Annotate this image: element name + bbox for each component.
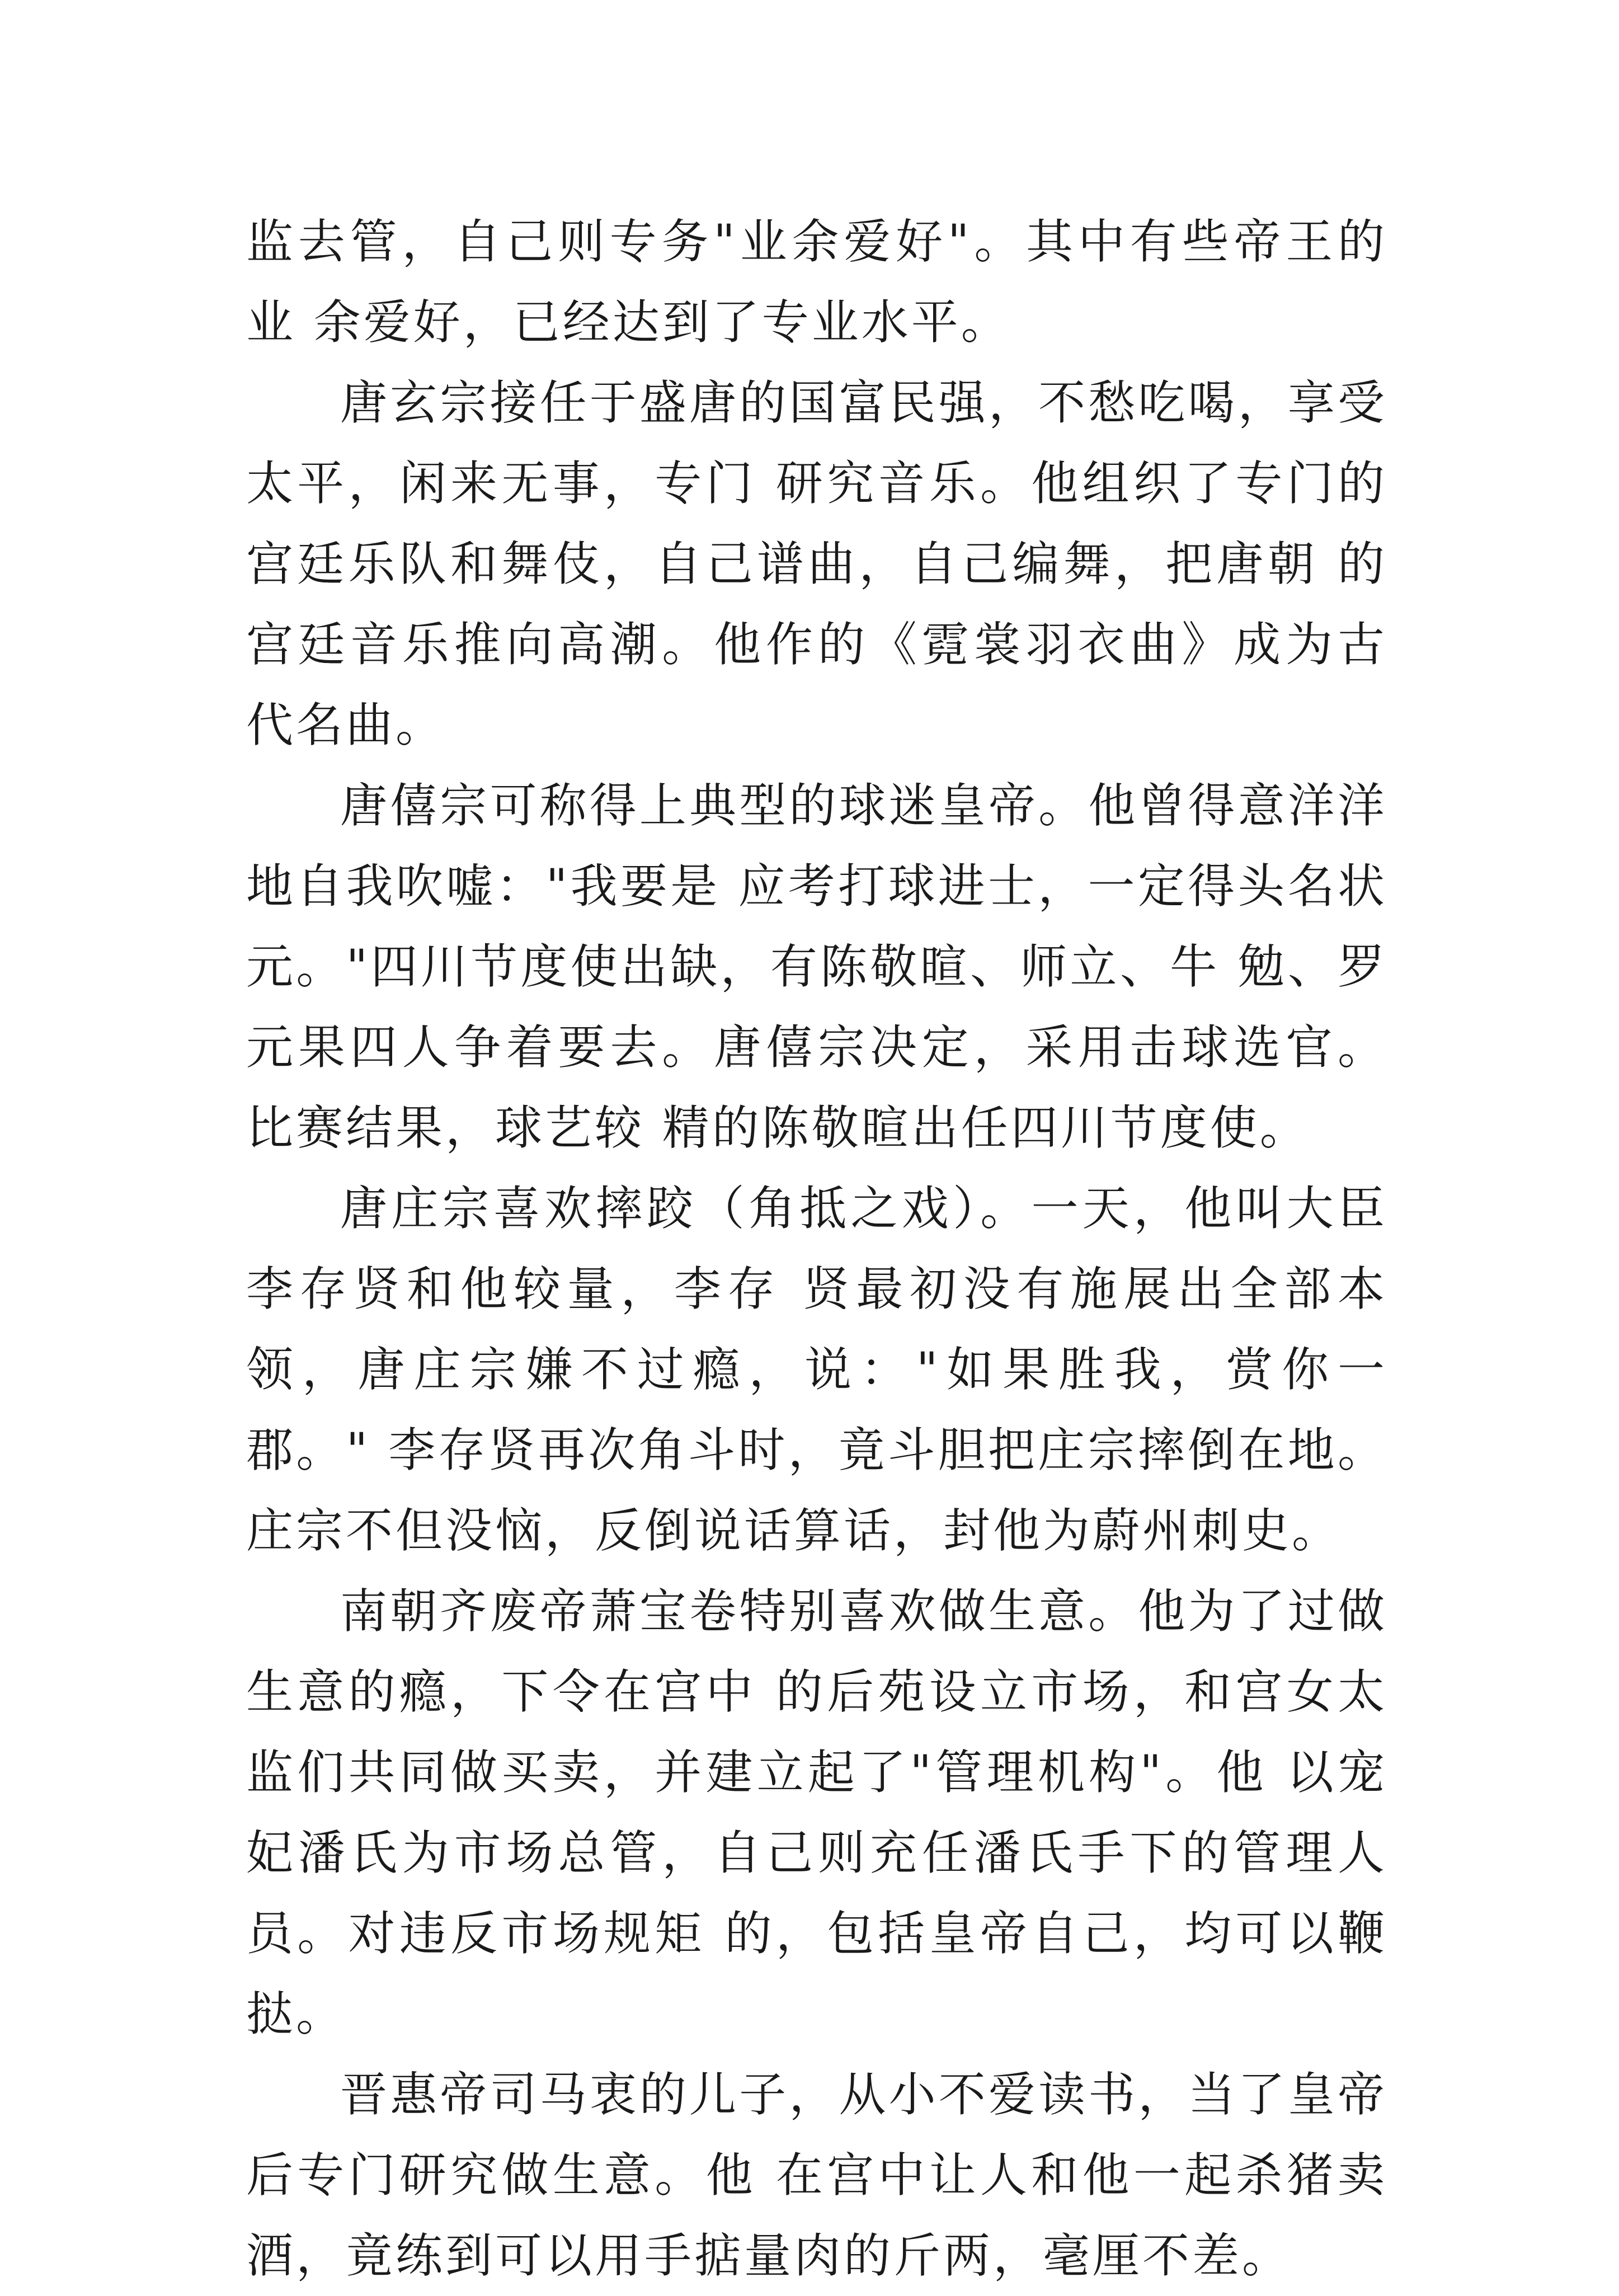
paragraph-2: 唐玄宗接任于盛唐的国富民强，不愁吃喝，享受太平，闲来无事，专门 研究音乐。他组织了专门的宫廷乐队和舞伎，自己谱曲，自己编舞，把唐朝 的宫廷音乐推向高潮。他作的《霓裳羽衣曲》成为古代名曲。 — [246, 375, 1387, 752]
paragraph-5: 南朝齐废帝萧宝卷特别喜欢做生意。他为了过做生意的瘾，下令在宫中 的后苑设立市场，和宫女太监们共同做买卖，并建立起了"管理机构"。他 以宠妃潘氏为市场总管，自己则充任潘氏手下的管理人员。对违反市场规矩 的，包括皇帝自己，均可以鞭挞。 — [246, 1584, 1387, 2041]
paragraph-1: 监去管，自己则专务"业余爱好"。其中有些帝王的业 余爱好，已经达到了专业水平。 — [246, 214, 1387, 350]
paragraph-4: 唐庄宗喜欢摔跤（角抵之戏）。一天，他叫大臣李存贤和他较量，李存 贤最初没有施展出全部本领，唐庄宗嫌不过瘾，说："如果胜我，赏你一郡。" 李存贤再次角斗时，竟斗胆把庄宗摔倒在地。庄宗不但没恼，反倒说话算话，封他为蔚州刺史。 — [246, 1181, 1387, 1558]
paragraph-3: 唐僖宗可称得上典型的球迷皇帝。他曾得意洋洋地自我吹嘘："我要是 应考打球进士，一定得头名状元。"四川节度使出缺，有陈敬暄、师立、牛 勉、罗元果四人争着要去。唐僖宗决定，采用击球选官。比赛结果，球艺较 精的陈敬暄出任四川节度使。 — [246, 778, 1387, 1155]
body-text — [246, 201, 1387, 2296]
paragraph-6: 晋惠帝司马衷的儿子，从小不爱读书，当了皇帝后专门研究做生意。他 在宫中让人和他一起杀猪卖酒，竟练到可以用手掂量肉的斤两，毫厘不差。 — [246, 2067, 1387, 2283]
